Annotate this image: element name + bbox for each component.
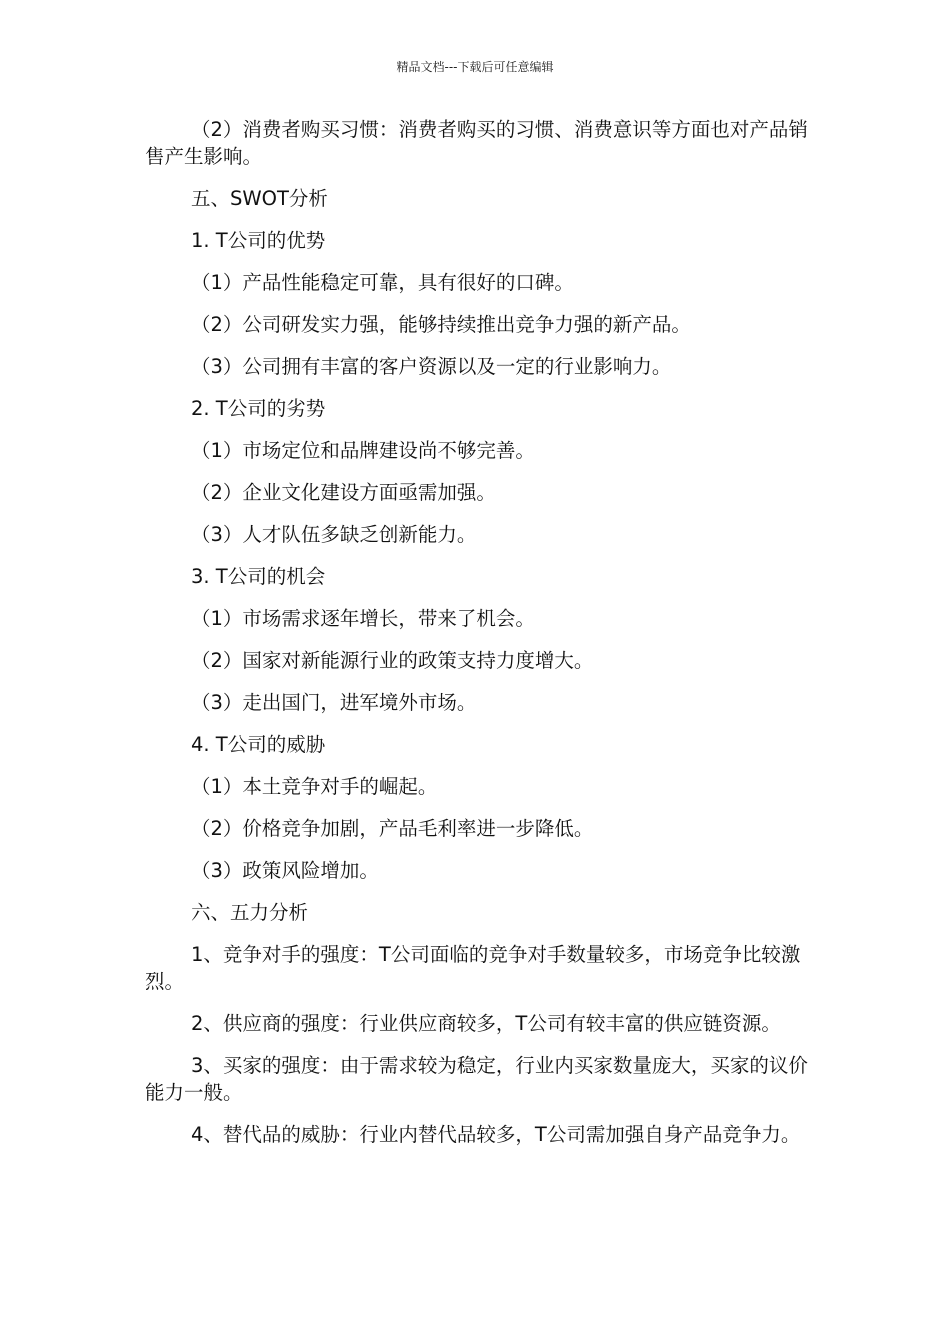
list-item: （2）国家对新能源行业的政策支持力度增大。 xyxy=(191,649,594,672)
heading-threats: 4. T公司的威胁 xyxy=(191,733,326,756)
paragraph-consumer-habit: （2）消费者购买习惯：消费者购买的习惯、消费意识等方面也对产品销售产生影响。 xyxy=(145,118,808,168)
heading-weaknesses: 2. T公司的劣势 xyxy=(191,397,326,420)
list-item: （3）政策风险增加。 xyxy=(191,859,379,882)
list-item: （1）市场定位和品牌建设尚不够完善。 xyxy=(191,439,535,462)
heading-five-forces: 六、五力分析 xyxy=(191,901,309,924)
list-item: （1）本土竞争对手的崛起。 xyxy=(191,775,438,798)
list-item: （1）产品性能稳定可靠，具有很好的口碑。 xyxy=(191,271,574,294)
list-item: （3）走出国门，进军境外市场。 xyxy=(191,691,477,714)
list-item: （3）公司拥有丰富的客户资源以及一定的行业影响力。 xyxy=(191,355,672,378)
list-item: （2）公司研发实力强，能够持续推出竞争力强的新产品。 xyxy=(191,313,691,336)
paragraph-substitutes: 4、替代品的威胁：行业内替代品较多，T公司需加强自身产品竞争力。 xyxy=(191,1123,801,1146)
heading-swot: 五、SWOT分析 xyxy=(191,187,328,210)
list-item: （3）人才队伍多缺乏创新能力。 xyxy=(191,523,477,546)
paragraph-suppliers: 2、供应商的强度：行业供应商较多，T公司有较丰富的供应链资源。 xyxy=(191,1012,781,1035)
heading-strengths: 1. T公司的优势 xyxy=(191,229,326,252)
heading-opportunities: 3. T公司的机会 xyxy=(191,565,326,588)
list-item: （1）市场需求逐年增长，带来了机会。 xyxy=(191,607,535,630)
paragraph-competitors: 1、竞争对手的强度：T公司面临的竞争对手数量较多，市场竞争比较激烈。 xyxy=(145,943,801,993)
page-header: 精品文档---下载后可任意编辑 xyxy=(396,60,554,74)
list-item: （2）价格竞争加剧，产品毛利率进一步降低。 xyxy=(191,817,594,840)
document-body xyxy=(145,116,825,1163)
paragraph-buyers: 3、买家的强度：由于需求较为稳定，行业内买家数量庞大，买家的议价能力一般。 xyxy=(145,1054,808,1104)
list-item: （2）企业文化建设方面亟需加强。 xyxy=(191,481,496,504)
